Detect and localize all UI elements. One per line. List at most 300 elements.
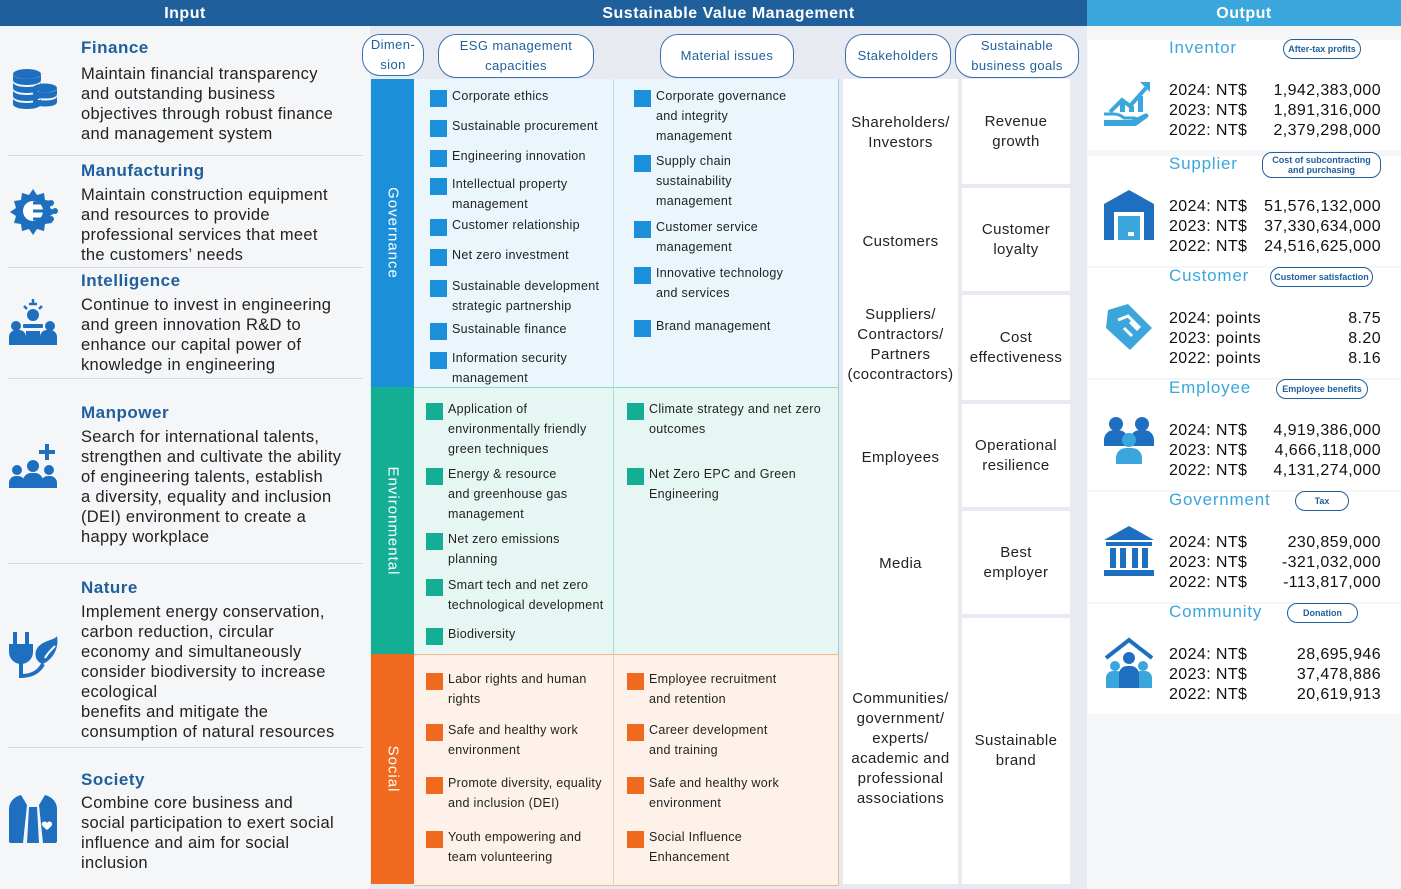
output-row-value: 4,919,386,000 bbox=[1273, 422, 1381, 439]
output-row-value: 51,576,132,000 bbox=[1264, 198, 1381, 215]
bullet-square bbox=[426, 533, 443, 550]
goals-header-pill bbox=[955, 34, 1079, 78]
cell-line: Enhancement bbox=[649, 850, 730, 864]
cell-line: Engineering bbox=[649, 487, 720, 501]
esg-capacity bbox=[448, 464, 567, 524]
business-goal bbox=[962, 188, 1070, 291]
output-header bbox=[1087, 0, 1401, 26]
stakeholders-header-label: Stakeholders bbox=[857, 48, 939, 63]
input-description-line: Maintain construction equipment bbox=[81, 186, 328, 204]
gear-circuit-icon bbox=[7, 185, 59, 237]
bullet-square bbox=[634, 155, 651, 172]
output-row-value: 28,695,946 bbox=[1296, 646, 1381, 663]
esg-header-pill bbox=[438, 34, 594, 78]
business-goal bbox=[962, 79, 1070, 184]
input-separator bbox=[8, 563, 363, 564]
output-title: Supplier bbox=[1169, 154, 1238, 173]
output-badge bbox=[1295, 491, 1349, 511]
bullet-square bbox=[627, 468, 644, 485]
cell-line: rights bbox=[448, 692, 481, 706]
input-title: Finance bbox=[81, 38, 149, 57]
cell-line: and integrity bbox=[656, 109, 728, 123]
input-description bbox=[81, 793, 367, 873]
input-description-line: ecological bbox=[81, 683, 158, 701]
esg-capacity bbox=[448, 624, 516, 644]
output-badge-text bbox=[1282, 384, 1362, 394]
cell-line: Customer service bbox=[656, 220, 759, 234]
cell-line: management bbox=[452, 371, 528, 385]
esg-capacity bbox=[448, 529, 560, 569]
bullet-square bbox=[426, 777, 443, 794]
material-issue bbox=[656, 316, 771, 336]
cell-line: Net zero emissions bbox=[448, 532, 560, 546]
stakeholder-line: professional bbox=[857, 770, 944, 787]
input-description bbox=[81, 427, 367, 547]
material-issue bbox=[656, 86, 786, 146]
cell-line: technological development bbox=[448, 598, 604, 612]
stakeholder-line: Partners bbox=[870, 346, 931, 363]
cell-line: and inclusion (DEI) bbox=[448, 796, 560, 810]
dimension-governance bbox=[371, 79, 414, 387]
business-goal-line: effectiveness bbox=[969, 348, 1063, 366]
output-badge bbox=[1270, 267, 1373, 287]
dimension-environmental-label: Environmental bbox=[384, 466, 401, 575]
cell-line: strategic partnership bbox=[452, 299, 572, 313]
input-description-line: inclusion bbox=[81, 854, 148, 872]
output-row-value: 8.20 bbox=[1348, 330, 1381, 347]
business-goal-line: Revenue bbox=[984, 112, 1048, 130]
input-title: Manpower bbox=[81, 403, 170, 422]
business-goal bbox=[962, 295, 1070, 400]
stakeholder-line: Investors bbox=[868, 134, 933, 151]
esg-capacity bbox=[452, 116, 598, 136]
input-header-label: Input bbox=[164, 5, 206, 22]
goals-header-line: business goals bbox=[971, 58, 1063, 73]
input-description-line: of engineering talents, establish bbox=[81, 468, 323, 486]
output-row-label: 2023: NT$ bbox=[1169, 666, 1248, 683]
output-row-label: 2023: points bbox=[1169, 330, 1261, 347]
output-row-value: 4,666,118,000 bbox=[1274, 442, 1381, 459]
stakeholder-line: Shareholders/ bbox=[851, 114, 950, 131]
bullet-square bbox=[627, 831, 644, 848]
dimension-header-line: sion bbox=[380, 57, 406, 72]
cell-line: and greenhouse gas bbox=[448, 487, 568, 501]
stakeholder-line: government/ bbox=[856, 710, 945, 727]
input-description-line: influence and aim for social bbox=[81, 834, 290, 852]
output-badge-line: Customer satisfaction bbox=[1274, 272, 1369, 282]
cell-line: Engineering innovation bbox=[452, 149, 586, 163]
output-badge-text bbox=[1272, 155, 1371, 175]
cell-line: Brand management bbox=[656, 319, 771, 333]
stakeholder-line: Customers bbox=[862, 233, 939, 250]
stakeholder bbox=[843, 305, 958, 385]
output-badge-text bbox=[1303, 608, 1342, 618]
svm-header bbox=[370, 0, 1087, 26]
input-description-line: knowledge in engineering bbox=[81, 356, 276, 374]
output-row-label: 2023: NT$ bbox=[1169, 102, 1248, 119]
output-row-label: 2022: NT$ bbox=[1169, 574, 1248, 591]
cell-line: Intellectual property bbox=[452, 177, 568, 191]
stakeholder bbox=[843, 689, 958, 809]
people-plus-icon bbox=[7, 440, 59, 492]
business-goal-line: Sustainable bbox=[974, 732, 1058, 749]
business-goal-line: loyalty bbox=[993, 240, 1039, 258]
stakeholder bbox=[843, 232, 958, 252]
input-description-line: objectives through robust finance bbox=[81, 105, 334, 123]
input-description-line: strengthen and cultivate the ability bbox=[81, 448, 342, 466]
cell-line: Smart tech and net zero bbox=[448, 578, 589, 592]
input-description-line: (DEI) environment to create a bbox=[81, 508, 307, 526]
bullet-square bbox=[634, 267, 651, 284]
output-row-value: 2,379,298,000 bbox=[1273, 122, 1381, 139]
bullet-square bbox=[430, 150, 447, 167]
growth-chart-icon bbox=[1102, 72, 1156, 126]
material-issue bbox=[649, 720, 768, 760]
cell-line: Biodiversity bbox=[448, 627, 516, 641]
input-description-line: and management system bbox=[81, 125, 273, 143]
cell-line: environmentally friendly bbox=[448, 422, 587, 436]
business-goal-line: Best bbox=[1000, 543, 1032, 561]
cell-line: and training bbox=[649, 743, 718, 757]
output-badge-line: After-tax profits bbox=[1288, 44, 1356, 54]
business-goal-text bbox=[970, 328, 1062, 368]
output-row-label: 2024: NT$ bbox=[1169, 82, 1248, 99]
cell-line: Employee recruitment bbox=[649, 672, 777, 686]
warehouse-icon bbox=[1102, 188, 1156, 242]
cell-line: Safe and healthy work bbox=[649, 776, 779, 790]
output-row-label: 2024: NT$ bbox=[1169, 422, 1248, 439]
bullet-square bbox=[634, 221, 651, 238]
material-issue bbox=[656, 263, 783, 303]
output-title: Government bbox=[1169, 490, 1271, 509]
business-goal bbox=[962, 618, 1070, 884]
handshake-icon bbox=[1102, 300, 1156, 354]
output-row-label: 2024: points bbox=[1169, 310, 1261, 327]
material-header-label: Material issues bbox=[680, 48, 774, 63]
esg-capacity bbox=[448, 575, 604, 615]
esg-capacity bbox=[452, 215, 580, 235]
output-row-value: 37,478,886 bbox=[1296, 666, 1381, 683]
output-row-label: 2022: NT$ bbox=[1169, 122, 1248, 139]
stakeholder-line: academic and bbox=[851, 750, 950, 767]
output-badge-line: Cost of subcontracting bbox=[1272, 155, 1371, 165]
cell-line: Sustainable procurement bbox=[452, 119, 598, 133]
esg-capacity bbox=[448, 773, 602, 813]
esg-capacity bbox=[452, 245, 569, 265]
stakeholder-line: Contractors/ bbox=[857, 326, 944, 343]
material-header-pill bbox=[660, 34, 794, 78]
input-description-line: and green innovation R&D to bbox=[81, 316, 301, 334]
input-description bbox=[81, 602, 367, 742]
dimension-governance-label: Governance bbox=[384, 187, 401, 279]
input-header bbox=[0, 0, 370, 26]
plug-leaf-icon bbox=[7, 628, 59, 680]
business-goal-text bbox=[985, 112, 1048, 152]
cell-line: Corporate ethics bbox=[452, 89, 549, 103]
output-badge-line: and purchasing bbox=[1287, 165, 1355, 175]
stakeholder-line: (cocontractors) bbox=[847, 366, 954, 383]
output-title: Employee bbox=[1169, 378, 1251, 397]
output-title: Community bbox=[1169, 602, 1263, 621]
bullet-square bbox=[426, 831, 443, 848]
cell-line: management bbox=[656, 240, 732, 254]
input-title: Society bbox=[81, 770, 145, 789]
stakeholder-line: Media bbox=[879, 555, 922, 572]
coins-icon bbox=[7, 62, 59, 114]
bullet-square bbox=[627, 403, 644, 420]
dimension-environmental bbox=[371, 387, 414, 654]
stakeholder-line: Suppliers/ bbox=[865, 306, 936, 323]
cell-line: Promote diversity, equality bbox=[448, 776, 602, 790]
output-badge bbox=[1287, 603, 1358, 623]
input-title: Manufacturing bbox=[81, 161, 205, 180]
input-title: Intelligence bbox=[81, 271, 181, 290]
output-badge bbox=[1283, 39, 1361, 59]
business-goal-text bbox=[982, 220, 1050, 260]
output-row-label: 2024: NT$ bbox=[1169, 534, 1248, 551]
output-row-label: 2022: points bbox=[1169, 350, 1261, 367]
esg-capacity bbox=[452, 86, 549, 106]
business-goal bbox=[962, 511, 1070, 614]
output-row-label: 2024: NT$ bbox=[1169, 646, 1248, 663]
bullet-square bbox=[430, 249, 447, 266]
input-separator bbox=[8, 155, 363, 156]
bullet-square bbox=[430, 352, 447, 369]
cell-line: environment bbox=[649, 796, 722, 810]
bullet-square bbox=[430, 219, 447, 236]
stakeholder-line: Communities/ bbox=[852, 690, 949, 707]
output-row-value: 4,131,274,000 bbox=[1273, 462, 1381, 479]
svm-header-label: Sustainable Value Management bbox=[602, 5, 855, 22]
dimension-header-pill bbox=[362, 34, 424, 76]
output-badge-text bbox=[1274, 272, 1369, 282]
cell-line: Career development bbox=[649, 723, 768, 737]
output-badge-text bbox=[1315, 496, 1330, 506]
cell-line: and services bbox=[656, 286, 730, 300]
material-issue bbox=[656, 151, 732, 211]
cell-line: management bbox=[448, 507, 524, 521]
bullet-square bbox=[426, 673, 443, 690]
stakeholder bbox=[843, 113, 958, 153]
output-row-label: 2023: NT$ bbox=[1169, 554, 1248, 571]
input-description-line: Search for international talents, bbox=[81, 428, 320, 446]
business-goal-line: resilience bbox=[982, 456, 1050, 474]
input-description-line: economy and simultaneously bbox=[81, 643, 302, 661]
dimension-header-line: Dimen- bbox=[370, 37, 416, 52]
stakeholder-line: experts/ bbox=[872, 730, 929, 747]
bullet-square bbox=[426, 579, 443, 596]
stakeholder bbox=[843, 554, 958, 574]
input-description bbox=[81, 64, 367, 144]
bullet-square bbox=[430, 280, 447, 297]
input-description bbox=[81, 295, 367, 375]
output-row-value: 230,859,000 bbox=[1287, 534, 1381, 551]
esg-capacity bbox=[452, 174, 567, 214]
stakeholder-line: associations bbox=[856, 790, 945, 807]
output-row-label: 2024: NT$ bbox=[1169, 198, 1248, 215]
material-issue bbox=[649, 399, 821, 439]
goals-header-line: Sustainable bbox=[980, 38, 1054, 53]
cell-line: Supply chain bbox=[656, 154, 732, 168]
cell-line: green techniques bbox=[448, 442, 549, 456]
output-row-value: 1,891,316,000 bbox=[1273, 102, 1381, 119]
cell-line: Safe and healthy work bbox=[448, 723, 578, 737]
bullet-square bbox=[634, 320, 651, 337]
cell-line: Innovative technology bbox=[656, 266, 784, 280]
dimension-social-label: Social bbox=[384, 745, 401, 793]
bullet-square bbox=[426, 724, 443, 741]
output-row-label: 2022: NT$ bbox=[1169, 238, 1248, 255]
output-badge-line: Employee benefits bbox=[1282, 384, 1362, 394]
input-description-line: and resources to provide bbox=[81, 206, 270, 224]
cell-line: Labor rights and human bbox=[448, 672, 587, 686]
bullet-square bbox=[426, 628, 443, 645]
output-badge bbox=[1276, 379, 1368, 399]
cell-line: Information security bbox=[452, 351, 568, 365]
input-description-line: social participation to exert social bbox=[81, 814, 334, 832]
output-row-value: 1,942,383,000 bbox=[1273, 82, 1381, 99]
output-header-label: Output bbox=[1216, 5, 1272, 22]
input-description-line: and outstanding business bbox=[81, 85, 276, 103]
input-separator bbox=[8, 747, 363, 748]
business-goal-line: Operational bbox=[975, 436, 1057, 454]
esg-capacity bbox=[448, 720, 578, 760]
output-badge bbox=[1262, 152, 1381, 178]
community-house-icon bbox=[1102, 636, 1156, 690]
input-description-line: a diversity, equality and inclusion bbox=[81, 488, 332, 506]
input-description-line: carbon reduction, circular bbox=[81, 623, 275, 641]
input-description-line: benefits and mitigate the bbox=[81, 703, 269, 721]
input-description-line: enhance our capital power of bbox=[81, 336, 302, 354]
output-row-label: 2022: NT$ bbox=[1169, 462, 1248, 479]
stakeholders-header-pill bbox=[845, 34, 951, 78]
esg-header-line: capacities bbox=[485, 58, 547, 73]
social-divider bbox=[613, 654, 614, 884]
esg-capacity bbox=[452, 146, 586, 166]
output-row-value: -321,032,000 bbox=[1281, 554, 1381, 571]
input-separator bbox=[8, 267, 363, 268]
output-row-value: 20,619,913 bbox=[1296, 686, 1381, 703]
cell-line: environment bbox=[448, 743, 521, 757]
cell-line: planning bbox=[448, 552, 498, 566]
output-row-value: -113,817,000 bbox=[1283, 574, 1381, 591]
material-issue bbox=[656, 217, 758, 257]
output-title: Inventor bbox=[1169, 38, 1237, 57]
input-description-line: consumption of natural resources bbox=[81, 723, 335, 741]
output-row-label: 2023: NT$ bbox=[1169, 442, 1248, 459]
cell-line: and retention bbox=[649, 692, 726, 706]
esg-capacity bbox=[452, 276, 599, 316]
input-title: Nature bbox=[81, 578, 138, 597]
input-separator bbox=[8, 378, 363, 379]
cell-line: Application of bbox=[448, 402, 528, 416]
output-badge-line: Tax bbox=[1314, 496, 1330, 506]
cell-line: Sustainable finance bbox=[452, 322, 567, 336]
output-row-label: 2023: NT$ bbox=[1169, 218, 1248, 235]
cell-line: Sustainable development bbox=[452, 279, 600, 293]
output-row-value: 8.16 bbox=[1348, 350, 1381, 367]
cell-line: Youth empowering and bbox=[448, 830, 582, 844]
environmental-divider bbox=[613, 387, 614, 654]
output-row-value: 8.75 bbox=[1348, 310, 1381, 327]
business-goal-line: Cost bbox=[999, 328, 1033, 346]
esg-capacity bbox=[452, 348, 567, 388]
business-goal-text bbox=[984, 543, 1049, 583]
bullet-square bbox=[627, 724, 644, 741]
input-description-line: professional services that meet bbox=[81, 226, 318, 244]
bullet-square bbox=[430, 178, 447, 195]
business-goal bbox=[962, 404, 1070, 507]
input-description-line: Maintain financial transparency bbox=[81, 65, 318, 83]
cell-line: Energy & resource bbox=[448, 467, 557, 481]
cell-line: Net Zero EPC and Green bbox=[649, 467, 796, 481]
output-row-label: 2022: NT$ bbox=[1169, 686, 1248, 703]
esg-capacity bbox=[448, 669, 587, 709]
esg-capacity bbox=[448, 827, 581, 867]
input-description-line: Implement energy conservation, bbox=[81, 603, 325, 621]
input-description-line: happy workplace bbox=[81, 528, 210, 546]
cell-line: management bbox=[656, 129, 732, 143]
output-badge-text bbox=[1288, 44, 1356, 54]
cell-line: Social Influence bbox=[649, 830, 743, 844]
bullet-square bbox=[627, 777, 644, 794]
bullet-square bbox=[430, 120, 447, 137]
input-description-line: the customers’ needs bbox=[81, 246, 244, 264]
bullet-square bbox=[426, 403, 443, 420]
output-row-value: 24,516,625,000 bbox=[1264, 238, 1381, 255]
material-issue bbox=[649, 464, 796, 504]
input-description-line: Combine core business and bbox=[81, 794, 294, 812]
cell-line: Climate strategy and net zero bbox=[649, 402, 821, 416]
employees-icon bbox=[1102, 412, 1156, 466]
output-title: Customer bbox=[1169, 266, 1250, 285]
business-goal-text bbox=[975, 436, 1057, 476]
input-description bbox=[81, 185, 367, 265]
material-issue bbox=[649, 773, 779, 813]
material-issue bbox=[649, 669, 777, 709]
business-goal-line: employer bbox=[983, 563, 1049, 581]
team-idea-icon bbox=[7, 297, 59, 349]
government-building-icon bbox=[1102, 524, 1156, 578]
business-goal-line: Customer bbox=[981, 220, 1051, 238]
bullet-square bbox=[634, 90, 651, 107]
bullet-square bbox=[426, 468, 443, 485]
stakeholder-line: Employees bbox=[861, 449, 940, 466]
material-issue bbox=[649, 827, 742, 867]
cell-line: management bbox=[656, 194, 732, 208]
bullet-square bbox=[627, 673, 644, 690]
esg-capacity bbox=[452, 319, 567, 339]
esg-header-line: ESG management bbox=[459, 38, 573, 53]
cell-line: sustainability bbox=[656, 174, 732, 188]
cell-line: Corporate governance bbox=[656, 89, 787, 103]
dimension-social bbox=[371, 654, 414, 884]
cell-line: Net zero investment bbox=[452, 248, 569, 262]
output-badge-line: Donation bbox=[1303, 608, 1342, 618]
input-description-line: Continue to invest in engineering bbox=[81, 296, 332, 314]
business-goal-line: brand bbox=[995, 752, 1037, 769]
stakeholder bbox=[843, 448, 958, 468]
cell-line: management bbox=[452, 197, 528, 211]
vest-heart-icon bbox=[7, 793, 59, 845]
input-description-line: consider biodiversity to increase bbox=[81, 663, 326, 681]
esg-capacity bbox=[448, 399, 587, 459]
cell-line: team volunteering bbox=[448, 850, 553, 864]
bullet-square bbox=[430, 323, 447, 340]
output-row-value: 37,330,634,000 bbox=[1264, 218, 1381, 235]
cell-line: Customer relationship bbox=[452, 218, 580, 232]
cell-line: outcomes bbox=[649, 422, 706, 436]
